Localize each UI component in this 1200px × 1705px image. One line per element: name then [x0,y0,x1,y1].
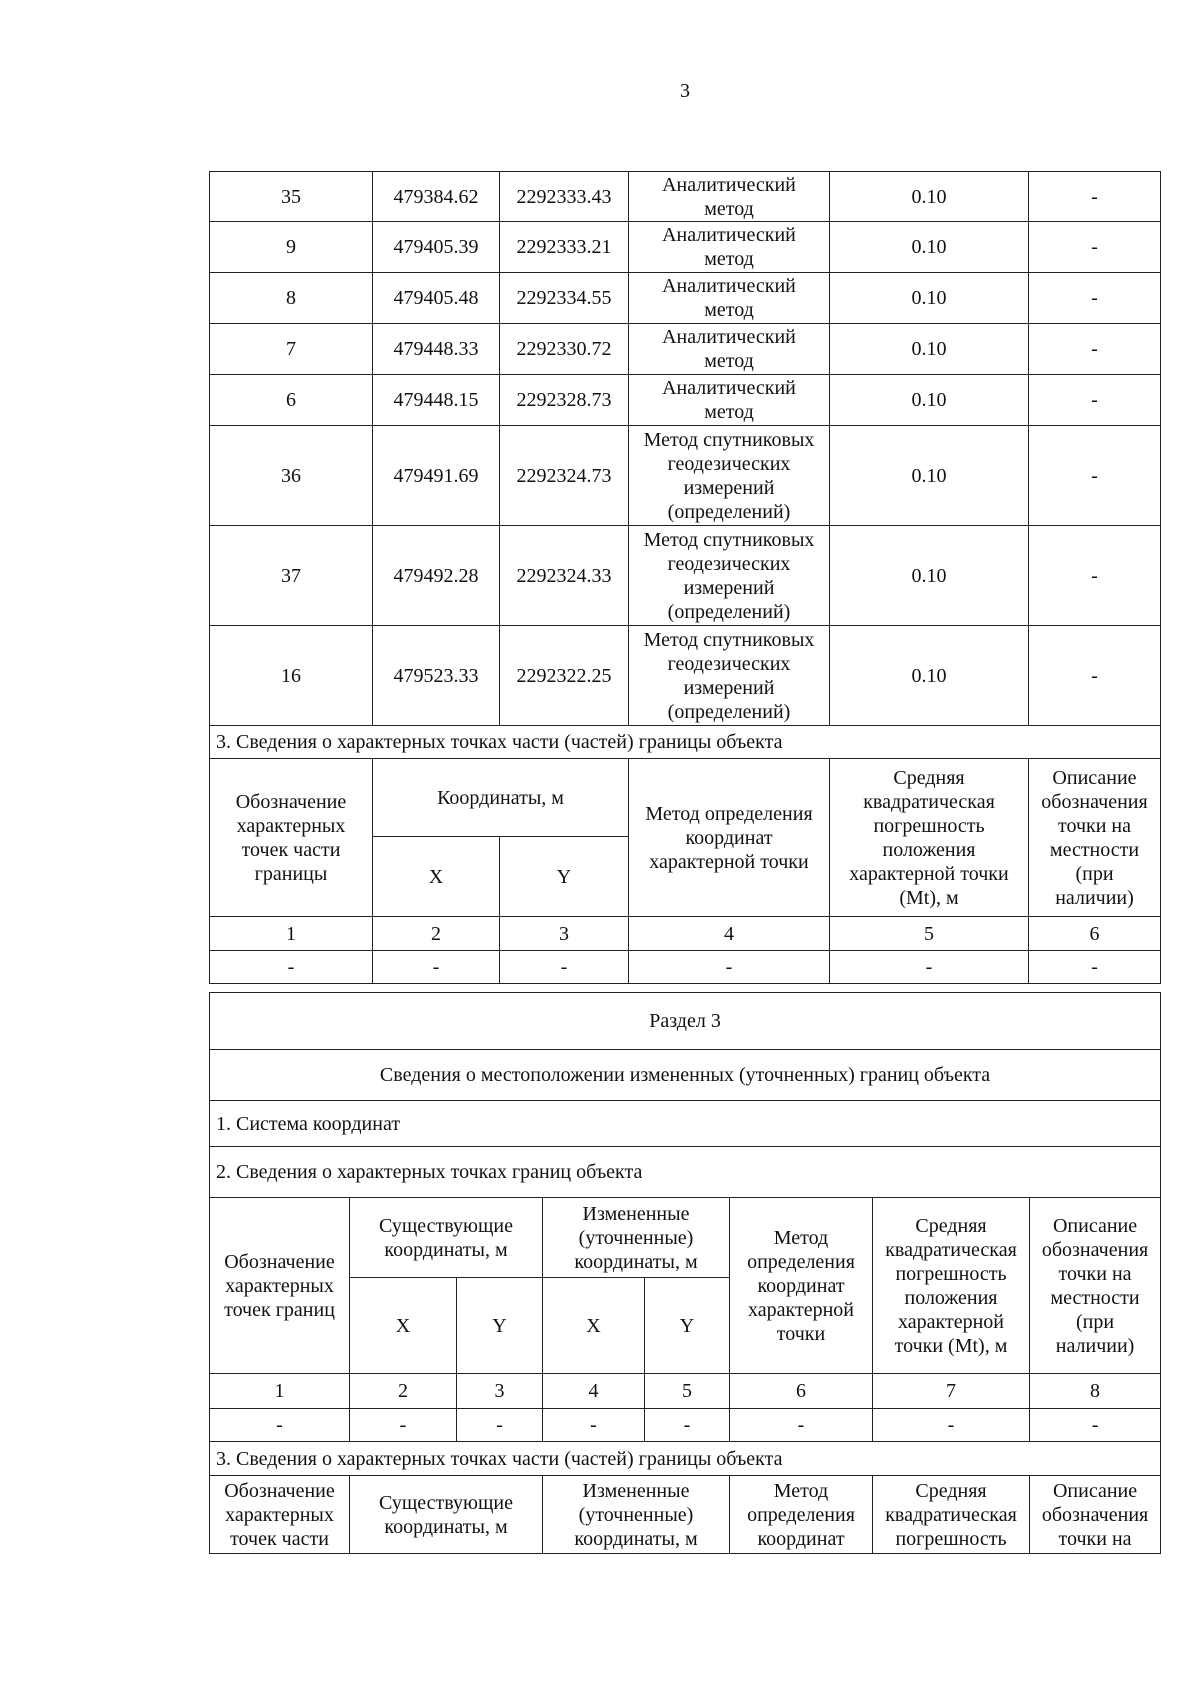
empty-row [210,951,1161,984]
point-mt: 0.10 [830,222,1029,273]
column-number: 2 [350,1374,457,1409]
point-id: 6 [210,375,373,426]
column-number: 6 [1029,917,1161,951]
point-x: 479448.33 [373,324,500,375]
points-table [209,171,1161,984]
point-desc: - [1029,426,1161,526]
header-desc: Описание обозначения точки на местности (при наличии) [1030,1198,1161,1374]
point-y: 2292328.73 [500,375,629,426]
point-id: 37 [210,526,373,626]
column-number: 1 [210,917,373,951]
point-id: 16 [210,626,373,726]
section3-title: Раздел 3 [210,993,1161,1050]
point-y: 2292333.21 [500,222,629,273]
coord-system-label: 1. Система координат [210,1101,1161,1147]
part3-title: 3. Сведения о характерных точках части (частей) границы объекта [210,1442,1161,1476]
point-id: 9 [210,222,373,273]
dash-cell: - [457,1409,543,1442]
column-number: 3 [457,1374,543,1409]
table-row [210,222,1161,273]
column-number-row [210,1374,1161,1409]
point-y: 2292333.43 [500,172,629,222]
point-x: 479491.69 [373,426,500,526]
column-number: 2 [373,917,500,951]
table-row [210,273,1161,324]
header-point: Обозначение характерных точек границ [210,1198,350,1374]
point-mt: 0.10 [830,273,1029,324]
column-number: 5 [830,917,1029,951]
point-id: 36 [210,426,373,526]
dash-cell: - [1030,1409,1161,1442]
point-method: Аналитический метод [629,375,830,426]
point-x: 479523.33 [373,626,500,726]
point-method: Аналитический метод [629,273,830,324]
header-method: Метод определения координат характерной точки [730,1198,873,1374]
point-method: Метод спутниковых геодезических измерений (определений) [629,426,830,526]
point-y: 2292322.25 [500,626,629,726]
table-row [210,375,1161,426]
header-existing-coords: Существующие координаты, м [350,1198,543,1278]
dash-cell: - [629,951,830,984]
point-mt: 0.10 [830,324,1029,375]
point-method: Аналитический метод [629,222,830,273]
point-mt: 0.10 [830,426,1029,526]
point-mt: 0.10 [830,172,1029,222]
dash-cell: - [645,1409,730,1442]
header-desc: Описание обозначения точки на местности (при наличии) [1029,759,1161,917]
column-number-row [210,917,1161,951]
point-desc: - [1029,526,1161,626]
header-y: Y [457,1278,543,1374]
table-row [210,526,1161,626]
header-y: Y [645,1278,730,1374]
point-x: 479448.15 [373,375,500,426]
empty-row [210,1409,1161,1442]
point-method: Аналитический метод [629,172,830,222]
point-method: Метод спутниковых геодезических измерений (определений) [629,526,830,626]
point-x: 479492.28 [373,526,500,626]
column-number: 7 [873,1374,1030,1409]
column-number: 5 [645,1374,730,1409]
part3-title: 3. Сведения о характерных точках части (частей) границы объекта [210,726,1161,759]
point-mt: 0.10 [830,526,1029,626]
dash-cell: - [730,1409,873,1442]
dash-cell: - [1029,951,1161,984]
page-number: 3 [680,80,690,102]
header-mt: Средняя квадратическая погрешность положения характерной точки (Mt), м [830,759,1029,917]
header-x: X [543,1278,645,1374]
column-number: 3 [500,917,629,951]
point-desc: - [1029,375,1161,426]
dash-cell: - [830,951,1029,984]
header-existing-coords: Существующие координаты, м [350,1476,543,1554]
point-desc: - [1029,172,1161,222]
section3-subtitle: Сведения о местоположении измененных (уточненных) границ объекта [210,1050,1161,1101]
header-method: Метод определения координат [730,1476,873,1554]
point-id: 8 [210,273,373,324]
header-mt: Средняя квадратическая погрешность [873,1476,1030,1554]
header-changed-coords: Измененные (уточненные) координаты, м [543,1476,730,1554]
point-id: 7 [210,324,373,375]
point-desc: - [1029,273,1161,324]
point-desc: - [1029,222,1161,273]
header-x: X [350,1278,457,1374]
header-y: Y [500,837,629,917]
dash-cell: - [500,951,629,984]
point-y: 2292330.72 [500,324,629,375]
table-row [210,426,1161,526]
column-number: 6 [730,1374,873,1409]
header-coords: Координаты, м [373,759,629,837]
header-changed-coords: Измененные (уточненные) координаты, м [543,1198,730,1278]
point-mt: 0.10 [830,375,1029,426]
column-number: 8 [1030,1374,1161,1409]
point-y: 2292334.55 [500,273,629,324]
dash-cell: - [210,1409,350,1442]
point-method: Аналитический метод [629,324,830,375]
column-number: 1 [210,1374,350,1409]
header-x: X [373,837,500,917]
point-x: 479384.62 [373,172,500,222]
dash-cell: - [210,951,373,984]
point-id: 35 [210,172,373,222]
dash-cell: - [373,951,500,984]
header-method: Метод определения координат характерной точки [629,759,830,917]
table-row [210,172,1161,222]
point-y: 2292324.73 [500,426,629,526]
point-y: 2292324.33 [500,526,629,626]
header-mt: Средняя квадратическая погрешность положения характерной точки (Mt), м [873,1198,1030,1374]
point-x: 479405.39 [373,222,500,273]
point-desc: - [1029,324,1161,375]
column-number: 4 [629,917,830,951]
column-number: 4 [543,1374,645,1409]
header-point: Обозначение характерных точек части [210,1476,350,1554]
point-x: 479405.48 [373,273,500,324]
dash-cell: - [543,1409,645,1442]
dash-cell: - [873,1409,1030,1442]
points-section-title: 2. Сведения о характерных точках границ объекта [210,1147,1161,1198]
header-point: Обозначение характерных точек части границы [210,759,373,917]
table-row [210,626,1161,726]
table-row [210,324,1161,375]
header-desc: Описание обозначения точки на [1030,1476,1161,1554]
point-desc: - [1029,626,1161,726]
dash-cell: - [350,1409,457,1442]
point-method: Метод спутниковых геодезических измерений (определений) [629,626,830,726]
point-mt: 0.10 [830,626,1029,726]
section3-table [209,992,1161,1554]
